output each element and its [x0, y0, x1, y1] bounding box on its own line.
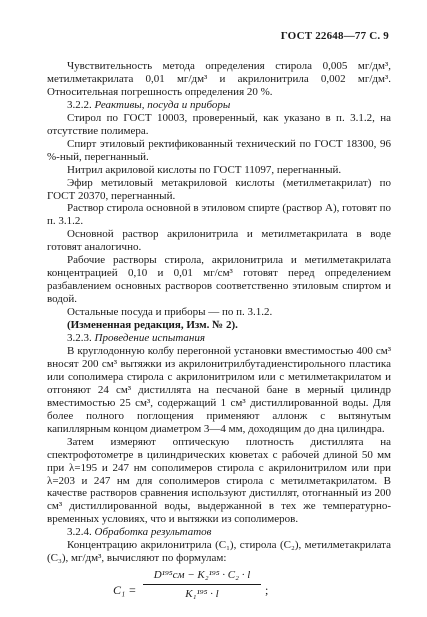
paragraph-methyl-ester: Эфир метиловый метакриловой кислоты (метилметакрилат) по ГОСТ 20370, перегнанный.	[47, 176, 391, 202]
paragraph-sensitivity: Чувствительность метода определения стирола 0,005 мг/дм³, метилметакрилата 0,01 мг/дм³ и акрилонитрила 0,002 мг/дм³. Относительная погрешность определения 20 %.	[47, 60, 391, 98]
section-number: 3.2.3.	[67, 332, 92, 345]
paragraph-stock-solution: Раствор стирола основной в этиловом спирте (раствор А), готовят по п. 3.1.2.	[47, 202, 391, 228]
paragraph-styrene: Стирол по ГОСТ 10003, проверенный, как указано в п. 3.1.2, на отсутствие полимера.	[47, 111, 391, 137]
paragraph-concentration: Концентрацию акрилонитрила (C₁), стирола (C₂), метилметакрилата (C₃), мг/дм³, вычисляют по формулам:	[47, 539, 391, 565]
section-3-2-2-heading	[47, 99, 391, 112]
formula-terminator: ;	[265, 583, 269, 598]
fraction-bar	[143, 584, 261, 585]
formula-denominator: K₁¹⁹⁵ · l	[185, 588, 219, 601]
paragraph-other-equipment: Остальные посуда и приборы — по п. 3.1.2.	[67, 306, 273, 319]
paragraph-aqueous-solution: Основной раствор акрилонитрила и метилметакрилата в воде готовят аналогично.	[47, 228, 391, 254]
section-title: Обработка результатов	[94, 526, 212, 539]
section-title: Проведение испытания	[94, 332, 205, 345]
amendment-note: (Измененная редакция, Изм. № 2).	[67, 319, 238, 332]
formula-lhs: C₁	[113, 583, 126, 598]
paragraph-optical-density: Затем измеряют оптическую плотность дистиллята на спектрофотометре в цилиндрических кюветах с рабочей длиной 50 мм при λ=195 и 247 нм сополимеров стирола с акрилонитрилом или при λ=203 и 247 нм для сополимеров стирола с метилметакрилатом. В качестве растворов сравнения используют дистиллят, отогнанный из 200 см³ дистиллированной воды, выдержанной в тех же температурно-временных условиях, что и вытяжки из сополимеров.	[47, 435, 391, 526]
page-header: ГОСТ 22648—77 С. 9	[280, 30, 389, 42]
section-title: Реактивы, посуда и приборы	[94, 98, 231, 111]
paragraph-ethanol: Спирт этиловый ректификованный технический по ГОСТ 18300, 96 %-ный, перегнанный.	[47, 137, 391, 163]
paragraph-distillation: В круглодонную колбу перегонной установки вместимостью 400 см³ вносят 200 см³ вытяжки из акрилонитрилбутадиенстирольного пластика или сополимера стирола с акрилонитрилом или с метилметакрилатом и отгоняют 24 см³ дистиллята на песчаной бане в мерный цилиндр вместимостью 25 см³, содержащий 1 см³ дистиллированной воды. Для более полного поглощения применяют аллонж с вытянутым капиллярным концом диаметром 3—4 мм, доходящим до дна цилиндра.	[47, 344, 391, 435]
section-3-2-3-heading	[47, 332, 391, 345]
formula-c1	[47, 567, 391, 617]
formula-fraction	[143, 569, 261, 601]
formula-equals: =	[129, 583, 136, 598]
document-body	[47, 60, 391, 617]
paragraph-acrylonitrile: Нитрил акриловой кислоты по ГОСТ 11097, перегнанный.	[67, 163, 342, 176]
formula-numerator: D¹⁹⁵см − K₂¹⁹⁵ · C₂ · l	[153, 569, 251, 582]
section-3-2-4-heading	[47, 526, 391, 539]
paragraph-working-solutions: Рабочие растворы стирола, акрилонитрила и метилметакрилата концентрацией 0,10 и 0,01 мг/см³ готовят перед определением разбавлением основных растворов соответственно этиловым спиртом и водой.	[47, 254, 391, 306]
section-number: 3.2.4.	[67, 526, 92, 539]
section-number: 3.2.2.	[67, 98, 92, 111]
